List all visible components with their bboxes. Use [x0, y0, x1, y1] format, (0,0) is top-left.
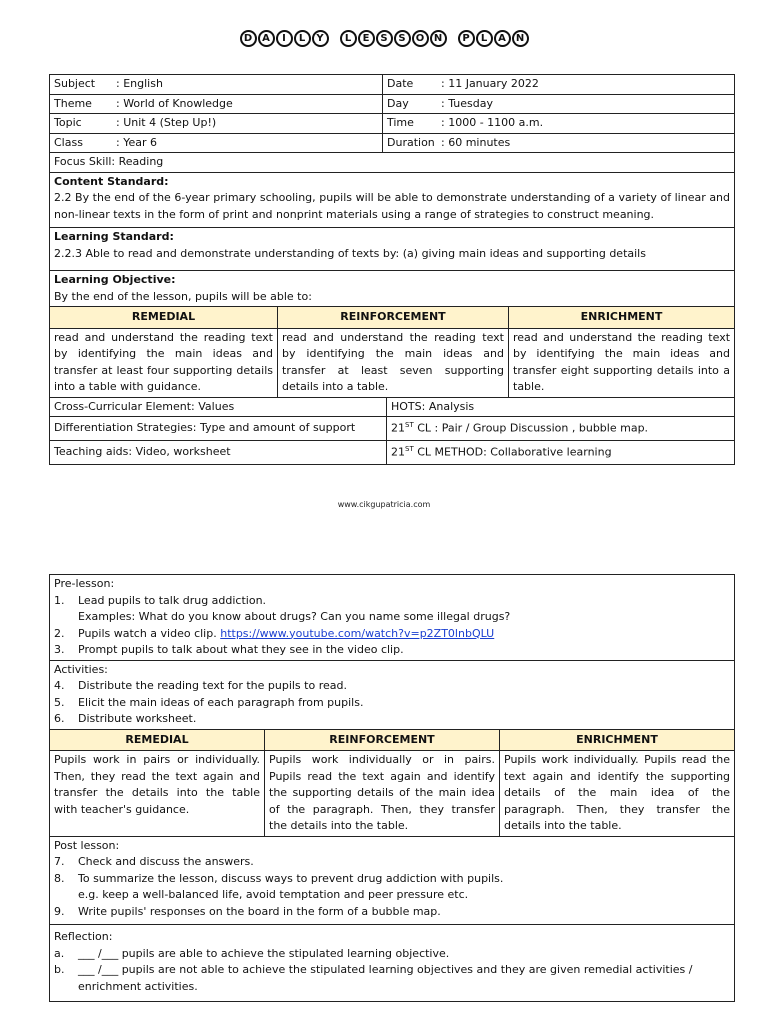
item-text — [78, 711, 196, 728]
list-item — [54, 887, 730, 904]
cl-method: 21ST CL METHOD: Collaborative learning — [387, 441, 735, 465]
list-item — [54, 711, 730, 728]
item-text — [78, 609, 510, 626]
page-title — [0, 30, 768, 47]
item-text — [78, 854, 254, 871]
content-standard: Content Standard: 2.2 By the end of the 6-year primary schooling, pupils will be able to demonstrate understanding of a variety of linear and non-linear texts in the form of print and nonprint materials using a range of strategies to construct meaning. — [50, 172, 735, 228]
reflection-section: Reflection: a. ___ /___ pupils are able to achieve the stipulated learning objective. b. ___ /___ pupils are not able to achieve the stipulated learning objectives and they are given remedial activities / enrichment activities. — [50, 925, 735, 1002]
title-letter: I — [276, 30, 293, 47]
topic-cell: Topic : Unit 4 (Step Up!) — [50, 114, 383, 134]
item-text-body: Distribute the reading text for the pupils to read. — [78, 679, 347, 692]
teaching-aids: Teaching aids: Video, worksheet — [50, 441, 387, 465]
activity-enrichment: Pupils work individually. Pupils read the text again and identify the supporting details of the main idea of the paragraph. Then, they transfer the details into the table. — [500, 751, 735, 837]
item-number: 7. — [54, 855, 65, 868]
item-text — [78, 904, 441, 921]
duration-cell: Duration : 60 minutes — [383, 133, 735, 153]
day-cell: Day : Tuesday — [383, 94, 735, 114]
item-text-body: Lead pupils to talk drug addiction. — [78, 593, 267, 607]
title-letter: Y — [312, 30, 329, 47]
title-word — [339, 30, 447, 47]
differentiation-strategies: Differentiation Strategies: Type and amount of support — [50, 417, 387, 441]
item-text-body: Distribute worksheet. — [78, 712, 197, 725]
item-text-body: To summarize the lesson, discuss ways to prevent drug addiction with pupils. — [78, 871, 504, 885]
list-item — [54, 904, 730, 921]
item-text-body: ___ /___ pupils are not able to achieve the stipulated learning objectives and they are given remedial activities / enrichment activities. — [78, 963, 693, 993]
activities-list — [54, 678, 730, 728]
pre-lesson-list — [54, 593, 730, 659]
item-text-body: Check and discuss the answers. — [78, 855, 254, 868]
time-cell: Time : 1000 - 1100 a.m. — [383, 114, 735, 134]
title-word — [239, 30, 329, 47]
item-text — [78, 626, 494, 643]
learning-standard: Learning Standard: 2.2.3 Able to read and demonstrate understanding of texts by: (a) giving main ideas and supporting details — [50, 228, 735, 271]
title-letter: D — [240, 30, 257, 47]
list-item — [54, 678, 730, 695]
item-number: b. — [54, 963, 65, 976]
title-letter: N — [430, 30, 447, 47]
item-number — [54, 887, 78, 904]
title-letter: S — [376, 30, 393, 47]
cl-discussion: 21ST CL : Pair / Group Discussion , bubble map. — [387, 417, 735, 441]
objective-enrichment-header: ENRICHMENT — [509, 307, 735, 329]
list-item — [54, 626, 730, 643]
item-number: 9. — [54, 904, 65, 918]
focus-skill: Focus Skill: Reading — [50, 153, 735, 173]
lesson-steps-table — [49, 574, 735, 1002]
list-item — [54, 609, 730, 626]
item-number: 1. — [54, 593, 65, 607]
item-number: 3. — [54, 643, 65, 656]
hots: HOTS: Analysis — [387, 397, 735, 417]
title-letter: A — [494, 30, 511, 47]
objective-reinforcement-header: REINFORCEMENT — [278, 307, 509, 329]
theme-cell: Theme : World of Knowledge — [50, 94, 383, 114]
objective-remedial: read and understand the reading text by identifying the main ideas and transfer at least four supporting details into a table with guidance. — [50, 328, 278, 397]
item-number: 6. — [54, 712, 65, 725]
list-item — [54, 695, 730, 712]
item-text-body: Pupils watch a video clip. — [78, 626, 221, 640]
activity-reinforcement-header: REINFORCEMENT — [265, 729, 500, 751]
item-number: 5. — [54, 695, 65, 709]
item-text — [78, 887, 468, 904]
title-letter: E — [358, 30, 375, 47]
class-cell: Class : Year 6 — [50, 133, 383, 153]
list-item — [54, 854, 730, 871]
title-letter: S — [394, 30, 411, 47]
title-letter: N — [512, 30, 529, 47]
item-text-body: Elicit the main ideas of each paragraph from pupils. — [78, 695, 364, 709]
objective-reinforcement: read and understand the reading text by identifying the main ideas and transfer at least seven supporting details into a table. — [278, 328, 509, 397]
item-text — [78, 593, 266, 610]
title-letter: O — [412, 30, 429, 47]
item-number — [54, 609, 78, 626]
item-text — [78, 642, 404, 659]
list-item — [54, 946, 730, 963]
subject-cell: Subject : English — [50, 75, 383, 95]
video-link[interactable]: https://www.youtube.com/watch?v=p2ZT0lnbQLU — [220, 626, 495, 640]
title-letter: L — [294, 30, 311, 47]
title-word — [457, 30, 529, 47]
item-text-body: Write pupils' responses on the board in the form of a bubble map. — [78, 904, 441, 918]
activities-section: Activities: 4. Distribute the reading text for the pupils to read. 5. Elicit the main ideas of each paragraph from pupils. 6. Distribute worksheet. — [50, 660, 735, 729]
item-text-body: Examples: What do you know about drugs? Can you name some illegal drugs? — [78, 610, 511, 623]
item-text — [78, 695, 363, 712]
item-text — [78, 678, 347, 695]
list-item — [54, 871, 730, 888]
item-number: a. — [54, 946, 65, 960]
item-text-body: e.g. keep a well-balanced life, avoid temptation and peer pressure etc. — [78, 888, 469, 901]
post-lesson-list — [54, 854, 730, 920]
objective-remedial-header: REMEDIAL — [50, 307, 278, 329]
title-letter: A — [258, 30, 275, 47]
activity-remedial-header: REMEDIAL — [50, 729, 265, 751]
cross-curricular-element: Cross-Curricular Element: Values — [50, 397, 387, 417]
item-number: 8. — [54, 871, 65, 885]
item-number: 4. — [54, 679, 65, 692]
list-item — [54, 593, 730, 610]
activity-enrichment-header: ENRICHMENT — [500, 729, 735, 751]
objective-enrichment: read and understand the reading text by identifying the main ideas and transfer eight supporting details into a table. — [509, 328, 735, 397]
list-item — [54, 962, 730, 995]
lesson-header-table — [49, 74, 735, 465]
item-number: 2. — [54, 626, 65, 640]
post-lesson-section: Post lesson: 7. Check and discuss the answers. 8. To summarize the lesson, discuss ways to prevent drug addiction with pupils. e.g. keep a well-balanced life, avoid temptation and peer pressure etc. 9. Write pupils' responses on the board in the form of a bubble map. — [50, 836, 735, 925]
activity-reinforcement: Pupils work individually or in pairs. Pupils read the text again and identify the supporting details of the main idea of the paragraph. Then, they transfer the details into the table. — [265, 751, 500, 837]
learning-objective: Learning Objective: By the end of the lesson, pupils will be able to: — [50, 271, 735, 307]
footer-url: www.cikgupatricia.com — [337, 500, 431, 509]
item-text — [78, 871, 503, 888]
pre-lesson-section: Pre-lesson: 1. Lead pupils to talk drug addiction. Examples: What do you know about drugs? Can you name some illegal drugs? 2. Pupils watch a video clip. https://www.youtube.com/watch?v=p2ZT0lnbQLU 3. Prompt pupils to talk about what they see in the video clip. — [50, 575, 735, 661]
title-letter: P — [458, 30, 475, 47]
item-text — [78, 946, 449, 963]
item-text — [78, 962, 730, 995]
date-cell: Date : 11 January 2022 — [383, 75, 735, 95]
item-text-body: ___ /___ pupils are able to achieve the stipulated learning objective. — [78, 946, 450, 960]
reflection-list — [54, 946, 730, 996]
list-item — [54, 642, 730, 659]
item-text-body: Prompt pupils to talk about what they see in the video clip. — [78, 643, 404, 656]
title-letter: L — [476, 30, 493, 47]
title-letter: L — [340, 30, 357, 47]
activity-remedial: Pupils work in pairs or individually. Then, they read the text again and transfer the details into the table with teacher's guidance. — [50, 751, 265, 837]
